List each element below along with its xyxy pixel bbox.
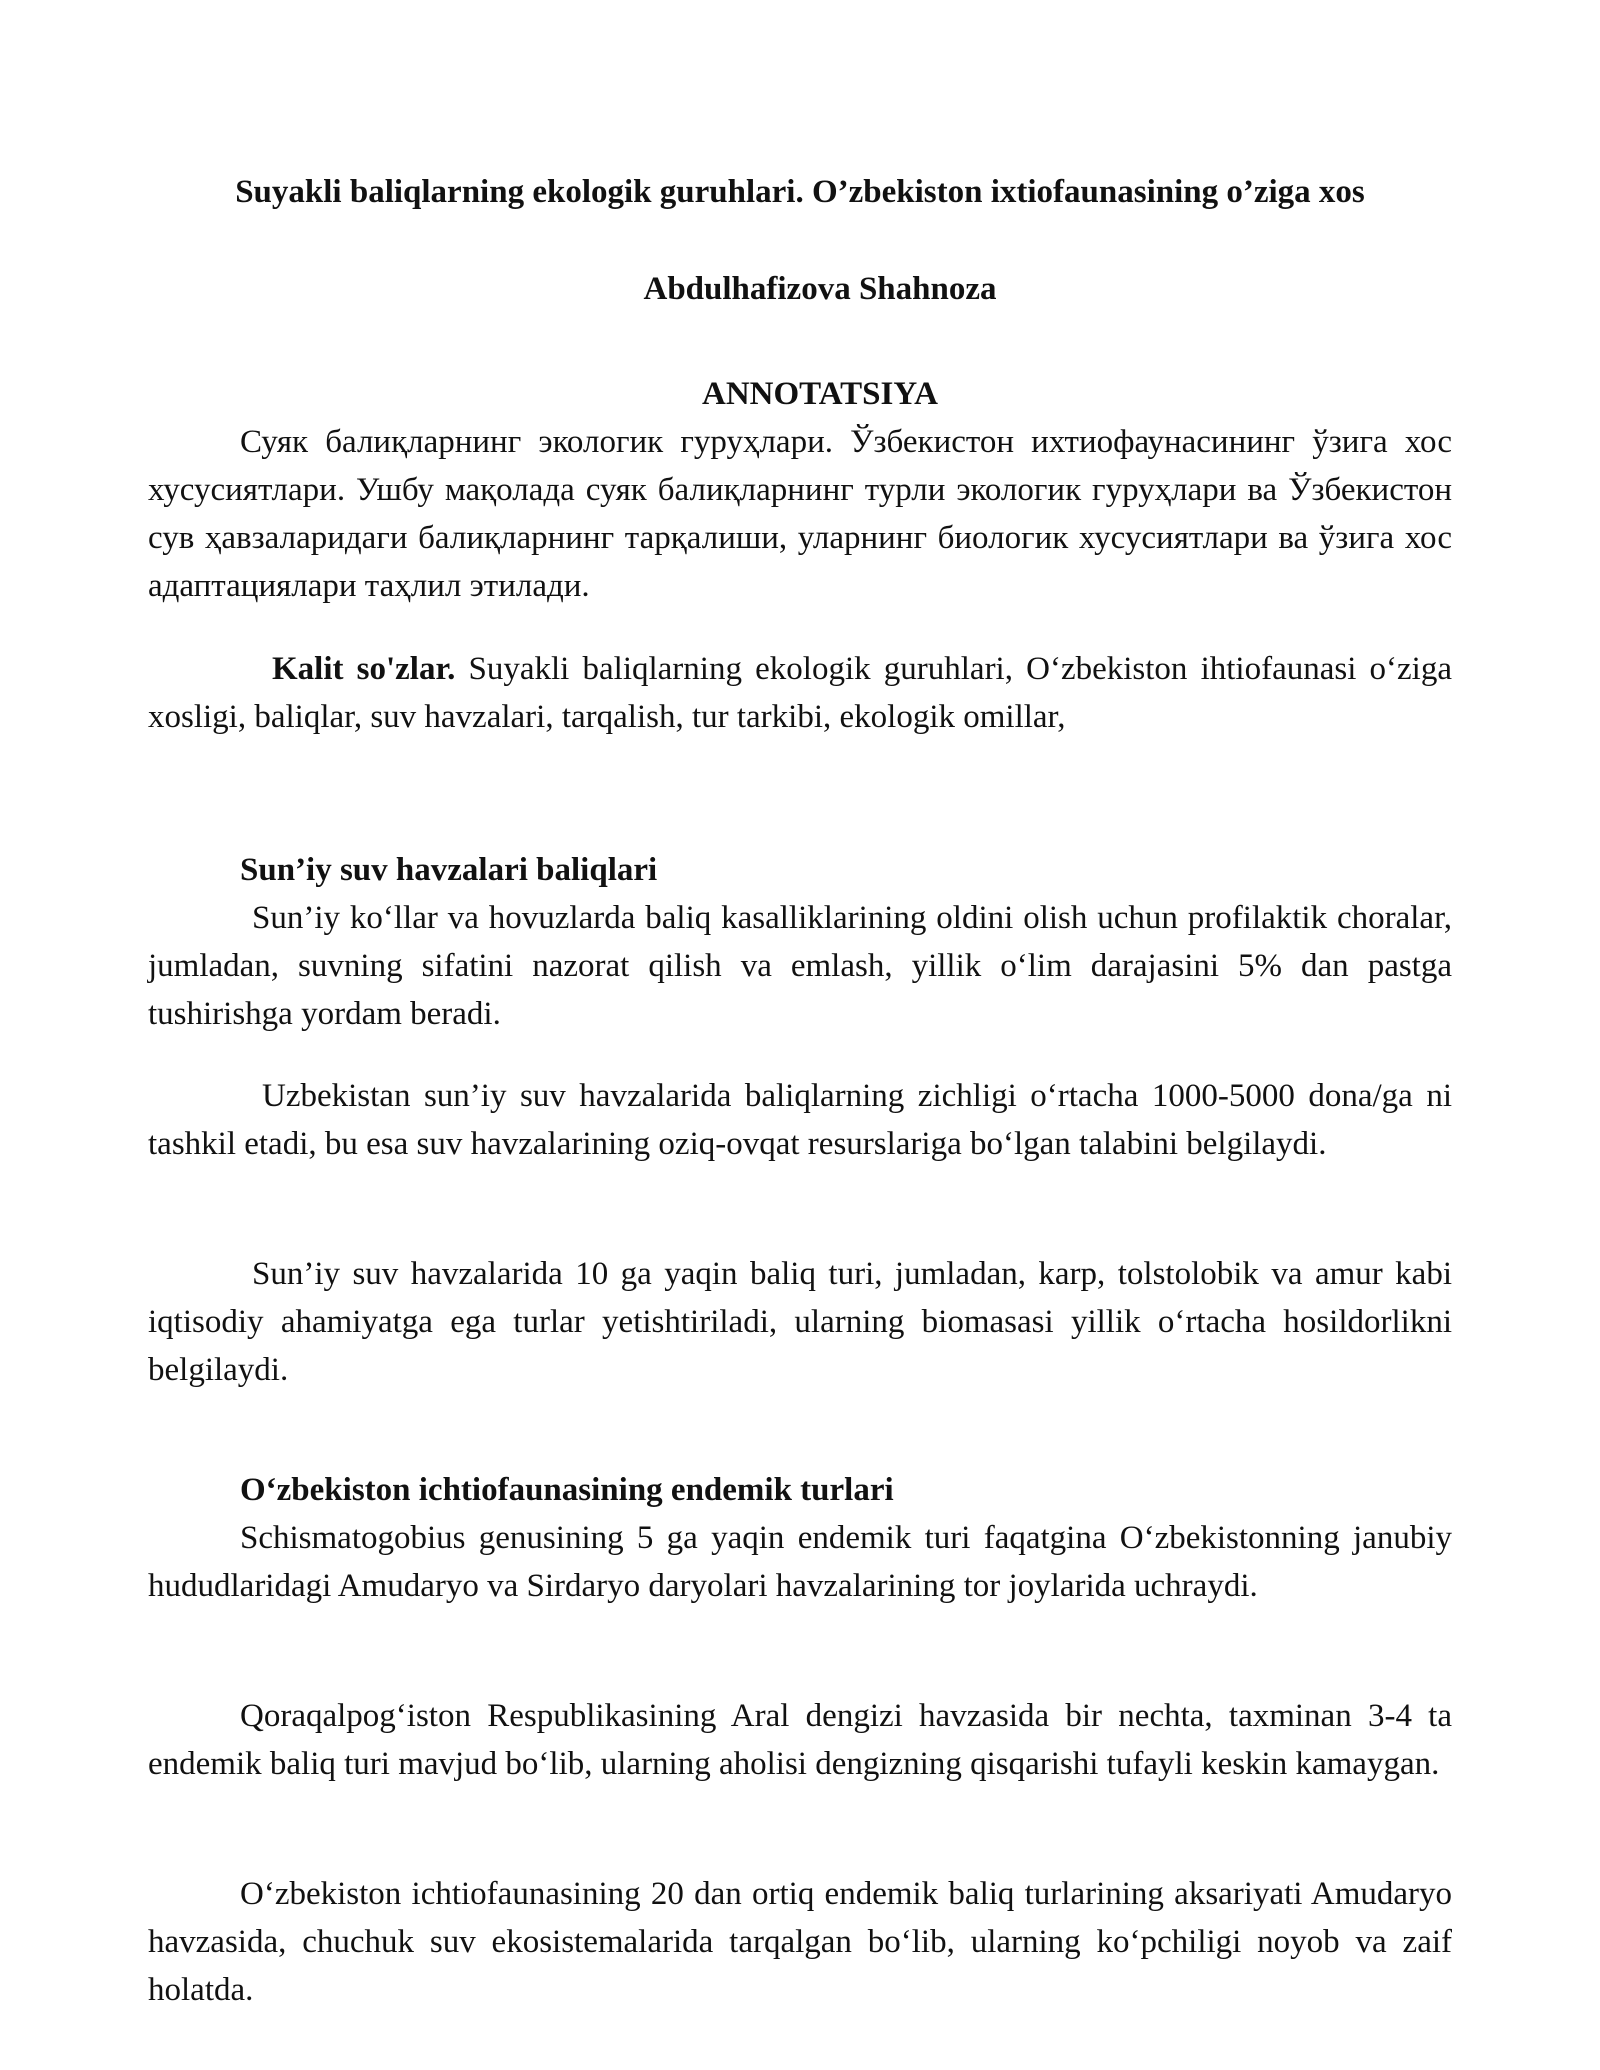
author-name: Abdulhafizova Shahnoza [643,271,997,307]
section2-paragraph: O‘zbekiston ichtiofaunasining 20 dan ortiq endemik baliq turlarining aksariyati Amudaryo havzasida, chuchuk suv ekosistemalarida tarqalgan bo‘lib, ularning ko‘pchiligi noyob va zaif holatda. [148,1876,1452,2008]
section-heading-endemic-species: O‘zbekiston ichtiofaunasining endemik turlari [240,1472,894,1508]
section-heading-artificial-ponds: Sun’iy suv havzalari baliqlari [240,852,658,888]
annotation-heading: ANNOTATSIYA [702,376,938,412]
keywords-text: Suyakli baliqlarning ekologik guruhlari, O‘zbekiston ihtiofaunasi o‘ziga xosligi, baliqlar, suv havzalari, tarqalish, tur tarkibi, ekologik omillar, [148,651,1452,735]
section1-paragraph: Uzbekistan sun’iy suv havzalarida baliqlarning zichligi o‘rtacha 1000-5000 dona/ga ni tashkil etadi, bu esa suv havzalarining oziq-ovqat resurslariga bo‘lgan talabini belgilaydi. [148,1078,1452,1162]
keywords-paragraph [148,645,1452,741]
section2-paragraph: Schismatogobius genusining 5 ga yaqin endemik turi faqatgina O‘zbekistonning janubiy hududlaridagi Amudaryo va Sirdaryo daryolari havzalarining tor joylarida uchraydi. [148,1520,1452,1604]
annotation-paragraph: Суяк балиқларнинг экологик гуруҳлари. Ўзбекистон ихтиофаунасининг ўзига хос хусусиятлари. Ушбу мақолада суяк балиқларнинг турли экологик гуруҳлари ва Ўзбекистон сув ҳавзаларидаги балиқларнинг тарқалиши, уларнинг биологик хусусиятлари ва ўзига хос адаптациялари таҳлил этилади. [148,424,1452,604]
section1-paragraph: Sun’iy ko‘llar va hovuzlarda baliq kasalliklarining oldini olish uchun profilaktik choralar, jumladan, suvning sifatini nazorat qilish va emlash, yillik o‘lim darajasini 5% dan pastga tushirishga yordam beradi. [148,900,1452,1032]
section1-paragraph: Sun’iy suv havzalarida 10 ga yaqin baliq turi, jumladan, karp, tolstolobik va amur kabi iqtisodiy ahamiyatga ega turlar yetishtiriladi, ularning biomasasi yillik o‘rtacha hosildorlikni belgilaydi. [148,1256,1452,1388]
section2-paragraph: Qoraqalpog‘iston Respublikasining Aral dengizi havzasida bir nechta, taxminan 3-4 ta endemik baliq turi mavjud bo‘lib, ularning aholisi dengizning qisqarishi tufayli keskin kamaygan. [148,1698,1452,1782]
keywords-label: Kalit so'zlar. [272,651,456,687]
article-title: Suyakli baliqlarning ekologik guruhlari. O’zbekiston ixtiofaunasining o’ziga xos [235,174,1365,210]
